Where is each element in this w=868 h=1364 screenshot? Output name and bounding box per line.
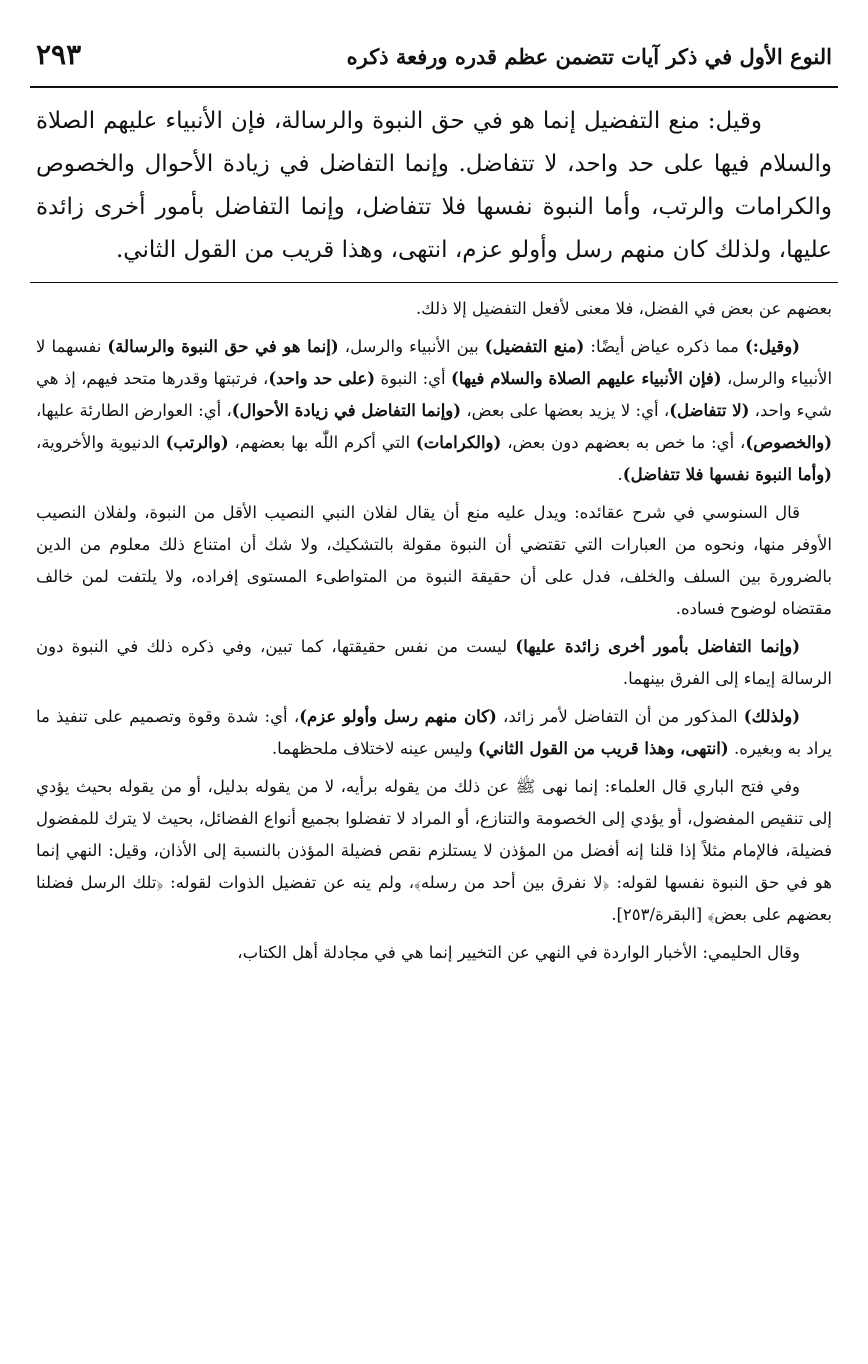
quoted-main-text: (على حد واحد) xyxy=(268,369,376,388)
quoted-main-text: (ولذلك) xyxy=(743,707,800,726)
quoted-main-text: (إنما هو في حق النبوة والرسالة) xyxy=(107,337,339,356)
commentary-text: ، أي: لا يزيد بعضها على بعض، xyxy=(461,401,670,420)
commentary-text: وليس عينه لاختلاف ملحظهما. xyxy=(271,739,478,758)
commentary-text: نفسهما لا الأنبياء والرسل، xyxy=(36,337,833,388)
commentary-paragraph-1: بعضهم عن بعض في الفضل، فلا معنى لأفعل التفضيل إلا ذلك. xyxy=(415,299,832,318)
quoted-main-text: (لا تتفاضل) xyxy=(669,401,750,420)
commentary-text: ، فرتبتها وقدرها متحد فيهم، إذ هي شيء واحد، xyxy=(36,369,832,420)
page-header xyxy=(30,38,838,88)
commentary-text: ، أي: العوارض الطارئة عليها، xyxy=(35,401,232,420)
quoted-main-text: (والخصوص) xyxy=(745,433,833,452)
commentary-text: التي أكرم اللّٰه بها بعضهم، xyxy=(228,433,416,452)
commentary-text: مما ذكره عياض أيضًا: xyxy=(584,337,745,356)
commentary-paragraph-5 xyxy=(36,701,832,765)
quoted-main-text: (وقيل:) xyxy=(744,337,800,356)
quoted-main-text: (فإن الأنبياء عليهم الصلاة والسلام فيها) xyxy=(451,369,722,388)
quoted-main-text: (انتهى، وهذا قريب من القول الثاني) xyxy=(477,739,729,758)
page-number: ٢٩٣ xyxy=(36,38,82,71)
commentary-paragraph-2 xyxy=(36,331,832,491)
main-text-paragraph: وقيل: منع التفضيل إنما هو في حق النبوة والرسالة، فإن الأنبياء عليهم الصلاة والسلام فيها على حد واحد، لا تتفاضل. وإنما التفاضل في زيادة الأحوال والخصوص والكرامات والرتب، وأما النبوة نفسها فلا تتفاضل، وإنما التفاضل بأمور أخرى زائدة عليها، ولذلك كان منهم رسل وأولو عزم، انتهى، وهذا قريب من القول الثاني. xyxy=(36,108,832,263)
quoted-main-text: (والكرامات) xyxy=(415,433,502,452)
commentary-text: أي: النبوة xyxy=(375,369,452,388)
quoted-main-text: (وإنما التفاضل بأمور أخرى زائدة عليها) xyxy=(515,637,801,656)
quoted-main-text: (والرتب) xyxy=(165,433,229,452)
commentary-paragraph-6: وفي فتح الباري قال العلماء: إنما نهى ﷺ عن ذلك من يقوله برأيه، لا من يقوله بدليل، أو من يقوله بحيث يؤدي إلى تنقيص المفضول، أو يؤدي إلى الخصومة والتنازع، أو المراد لا تفضلوا بجميع أنواع الفضائل، بحيث لا يترك للمفضول فضيلة، فالإمام مثلاً إذا قلنا إنه أفضل من المؤذن لا يستلزم نقص فضيلة المؤذن بالنسبة إلى الأذان، وقيل: النهي إنما هو في حق النبوة نفسها لقوله: ﴿لا نفرق بين أحد من رسله﴾، ولم ينه عن تفضيل الذوات لقوله: ﴿تلك الرسل فضلنا بعضهم على بعض﴾ [البقرة/٢٥٣]. xyxy=(36,777,832,924)
commentary-text: ليست من نفس حقيقتها، كما تبين، وفي ذكره ذلك في النبوة دون الرسالة إيماء إلى الفرق بينهما. xyxy=(36,637,832,688)
book-page xyxy=(30,38,838,1348)
main-text-block xyxy=(30,88,838,283)
quoted-main-text: (وأما النبوة نفسها فلا تتفاضل) xyxy=(622,465,832,484)
commentary-text: الدنيوية والأخروية، xyxy=(36,433,166,452)
commentary-text: ، أي: شدة وقوة وتصميم على تنفيذ ما يراد به وبغيره. xyxy=(36,707,832,758)
commentary-text: بين الأنبياء والرسل، xyxy=(338,337,485,356)
running-title: النوع الأول في ذكر آيات تتضمن عظم قدره ورفعة ذكره xyxy=(346,44,832,69)
commentary-paragraph-4 xyxy=(36,631,832,695)
quoted-main-text: (وإنما التفاضل في زيادة الأحوال) xyxy=(231,401,462,420)
quoted-main-text: (منع التفضيل) xyxy=(484,337,585,356)
commentary-block xyxy=(30,283,838,969)
commentary-paragraph-3: قال السنوسي في شرح عقائده: ويدل عليه منع أن يقال لفلان النبي النصيب الأقل من النبوة، ولفلان النصيب الأوفر منها، ونحوه من العبارات التي تقتضي أن النبوة مقولة بالتشكيك، ولا شك أن امتناع ذلك معلوم من الدين بالضرورة بين السلف والخلف، فدل على أن حقيقة النبوة من المتواطىء المستوى إفراده، ولا يلتفت لمن خالف مقتضاه لوضوح فساده. xyxy=(36,503,832,618)
commentary-paragraph-7: وقال الحليمي: الأخبار الواردة في النهي عن التخيير إنما هي في مجادلة أهل الكتاب، xyxy=(237,943,800,962)
quoted-main-text: (كان منهم رسل وأولو عزم) xyxy=(299,707,497,726)
commentary-text: المذكور من أن التفاضل لأمر زائد، xyxy=(496,707,744,726)
commentary-text: . xyxy=(617,465,623,484)
commentary-text: ، أي: ما خص به بعضهم دون بعض، xyxy=(501,433,746,452)
